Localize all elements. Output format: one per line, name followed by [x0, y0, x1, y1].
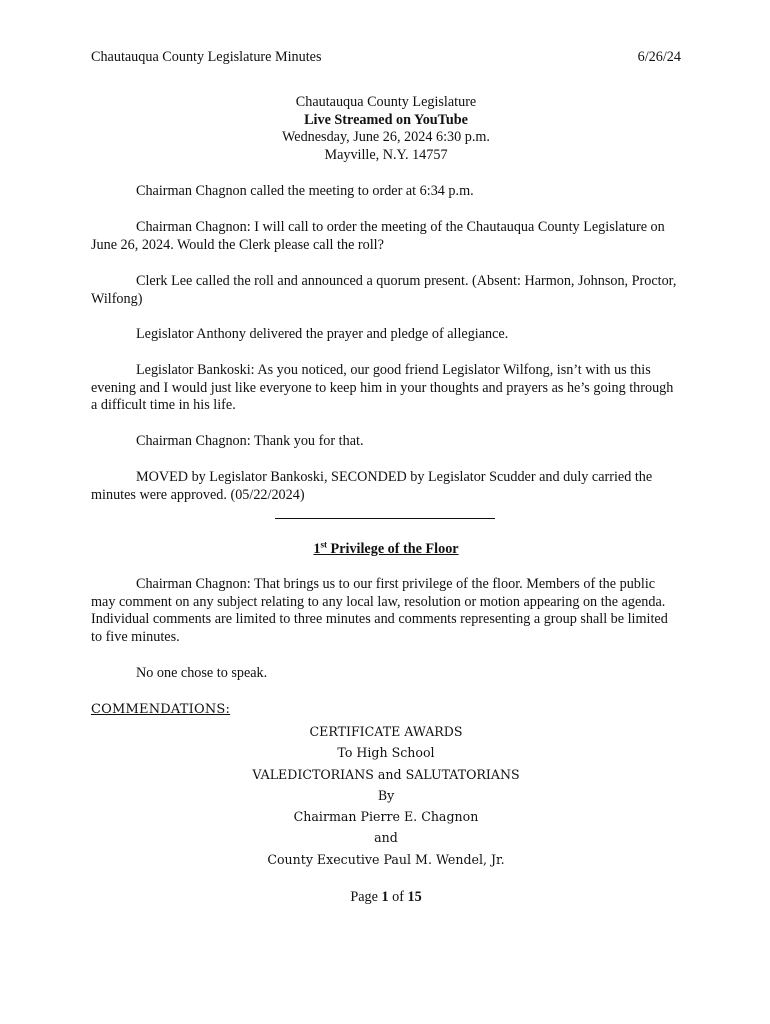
- privilege-heading-ordinal: st: [320, 539, 327, 550]
- cert-line: and: [374, 830, 398, 846]
- paragraph-privilege-intro: Chairman Chagnon: That brings us to our first privilege of the floor. Members of the public may comment on any subject relating to any local law, resolution or motion appearing on the agenda. Individual comments are limited to three minutes and comments representing a group shall be limited to five minutes.: [91, 576, 668, 645]
- paragraph-chairman-thanks: Chairman Chagnon: Thank you for that.: [136, 433, 364, 449]
- meeting-datetime: Wednesday, June 26, 2024 6:30 p.m.: [282, 129, 490, 145]
- commendations-label: COMMENDATIONS:: [91, 702, 231, 717]
- footer-page-total: 15: [407, 889, 422, 905]
- section-divider: [275, 518, 495, 519]
- paragraph-prayer-pledge: Legislator Anthony delivered the prayer and pledge of allegiance.: [136, 326, 509, 342]
- meeting-title-block: [91, 94, 681, 164]
- cert-line: To High School: [337, 745, 435, 761]
- page-number-footer: [91, 888, 681, 906]
- certificate-awards-block: [91, 721, 681, 870]
- paragraph-no-speakers: No one chose to speak.: [136, 665, 268, 681]
- running-header-title: Chautauqua County Legislature Minutes: [91, 49, 322, 65]
- privilege-heading-number: 1: [313, 541, 321, 557]
- paragraph-call-to-order: Chairman Chagnon called the meeting to order at 6:34 p.m.: [136, 183, 474, 199]
- privilege-heading: [91, 541, 681, 559]
- stream-notice: Live Streamed on YouTube: [304, 111, 468, 128]
- cert-line: Chairman Pierre E. Chagnon: [293, 809, 479, 825]
- footer-page-word: Page: [350, 889, 378, 905]
- cert-line: CERTIFICATE AWARDS: [309, 724, 463, 739]
- paragraph-chairman-opening: Chairman Chagnon: I will call to order the meeting of the Chautauqua County Legislature on June 26, 2024. Would the Clerk please call the roll?: [91, 219, 665, 253]
- body-name: Chautauqua County Legislature: [295, 94, 477, 110]
- cert-line: By: [377, 787, 395, 803]
- running-header-date: 6/26/24: [637, 49, 681, 65]
- cert-line: County Executive Paul M. Wendel, Jr.: [267, 851, 505, 867]
- meeting-location: Mayville, N.Y. 14757: [324, 146, 448, 163]
- footer-page-number: 1: [381, 889, 389, 905]
- footer-of-word: of: [392, 889, 404, 905]
- paragraph-minutes-approved: MOVED by Legislator Bankoski, SECONDED by Legislator Scudder and duly carried the minutes were approved. (05/22/2024): [91, 469, 653, 503]
- paragraph-bankoski-remarks: Legislator Bankoski: As you noticed, our good friend Legislator Wilfong, isn’t with us this evening and I would just like everyone to keep him in your thoughts and prayers as he’s going through a difficult time in his life.: [91, 362, 674, 413]
- cert-line: VALEDICTORIANS and SALUTATORIANS: [252, 766, 520, 782]
- paragraph-roll-call: Clerk Lee called the roll and announced a quorum present. (Absent: Harmon, Johnson, Proctor, Wilfong): [91, 273, 677, 307]
- privilege-heading-text: Privilege of the Floor: [327, 541, 459, 557]
